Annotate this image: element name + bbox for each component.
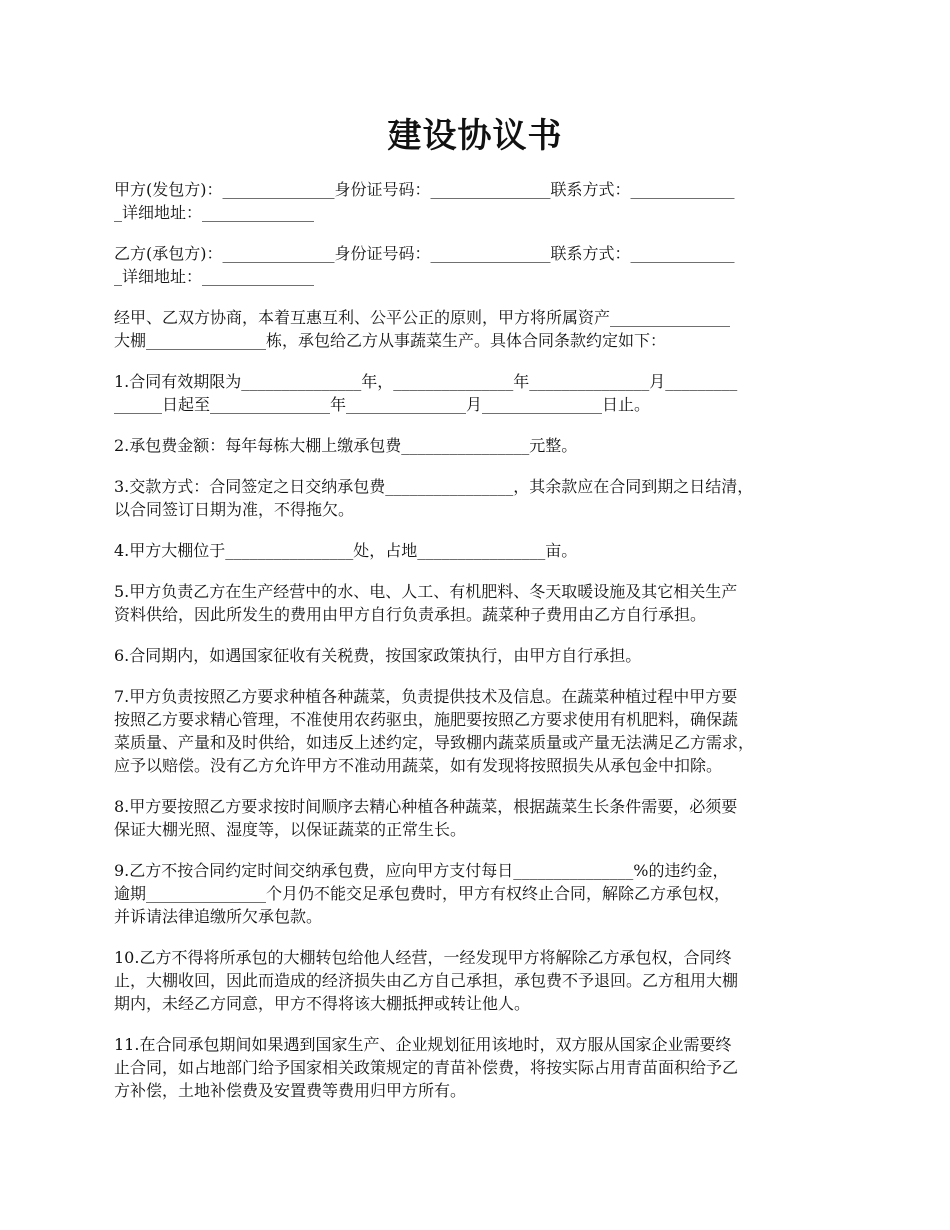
clause-1: 1.合同有效期限为_______________年，_______________年_______________月_________ ______日起至_______________年_______________月_______________日止。 [114,372,738,414]
clause-9: 9.乙方不按合同约定时间交纳承包费，应向甲方支付每日_______________%的违约金， 逾期_______________个月仍不能交足承包费时，甲方有权终止合同，解除乙方承包权， 并诉请法律追缴所欠承包款。 [114,861,731,926]
clause-7: 7.甲方负责按照乙方要求种植各种蔬菜，负责提供技术及信息。在蔬菜种植过程中甲方要 按照乙方要求精心管理，不准使用农药驱虫，施肥要按照乙方要求使用有机肥料，确保蔬 菜质量、产量和及时供给，如违反上述约定，导致棚内蔬菜质量或产量无法满足乙方需求， 应予以赔偿。没有乙方允许甲方不准动用蔬菜，如有发现将按照损失从承包金中扣除。 [114,687,755,775]
clause-2: 2.承包费金额：每年每栋大棚上缴承包费________________元整。 [114,436,578,455]
party-a-info: 甲方(发包方)：______________身份证号码：_______________联系方式：_____________ _详细地址：______________ [114,180,735,222]
clause-8: 8.甲方要按照乙方要求按时间顺序去精心种植各种蔬菜，根据蔬菜生长条件需要，必须要 保证大棚光照、湿度等，以保证蔬菜的正常生长。 [114,797,738,839]
party-b-info: 乙方(承包方)：______________身份证号码：_______________联系方式：_____________ _详细地址：______________ [114,244,735,286]
clause-6: 6.合同期内，如遇国家征收有关税费，按国家政策执行，由甲方自行承担。 [114,646,642,665]
document-title: 建设协议书 [387,116,563,156]
clause-3: 3.交款方式：合同签定之日交纳承包费________________，其余款应在合同到期之日结清， 以合同签订日期为准，不得拖欠。 [114,477,754,519]
clause-5: 5.甲方负责乙方在生产经营中的水、电、人工、有机肥料、冬天取暖设施及其它相关生产 资料供给，因此所发生的费用由甲方自行负责承担。蔬菜种子费用由乙方自行承担。 [114,582,738,624]
clause-4: 4.甲方大棚位于________________处，占地________________亩。 [114,541,578,560]
clause-10: 10.乙方不得将所承包的大棚转包给他人经营，一经发现甲方将解除乙方承包权，合同终 止，大棚收回，因此而造成的经济损失由乙方自己承担，承包费不予退回。乙方租用大棚 期内，未经乙方同意，甲方不得将该大棚抵押或转让他人。 [114,948,739,1013]
document-body [114,178,850,1120]
preamble: 经甲、乙双方协商，本着互惠互利、公平公正的原则，甲方将所属资产_______________ 大棚_______________栋，承包给乙方从事蔬菜生产。具体合同条款约定如下： [114,308,731,350]
clause-11: 11.在合同承包期间如果遇到国家生产、企业规划征用该地时，双方服从国家企业需要终 止合同，如占地部门给予国家相关政策规定的青苗补偿费，将按实际占用青苗面积给予乙 方补偿，土地补偿费及安置费等费用归甲方所有。 [114,1035,739,1100]
